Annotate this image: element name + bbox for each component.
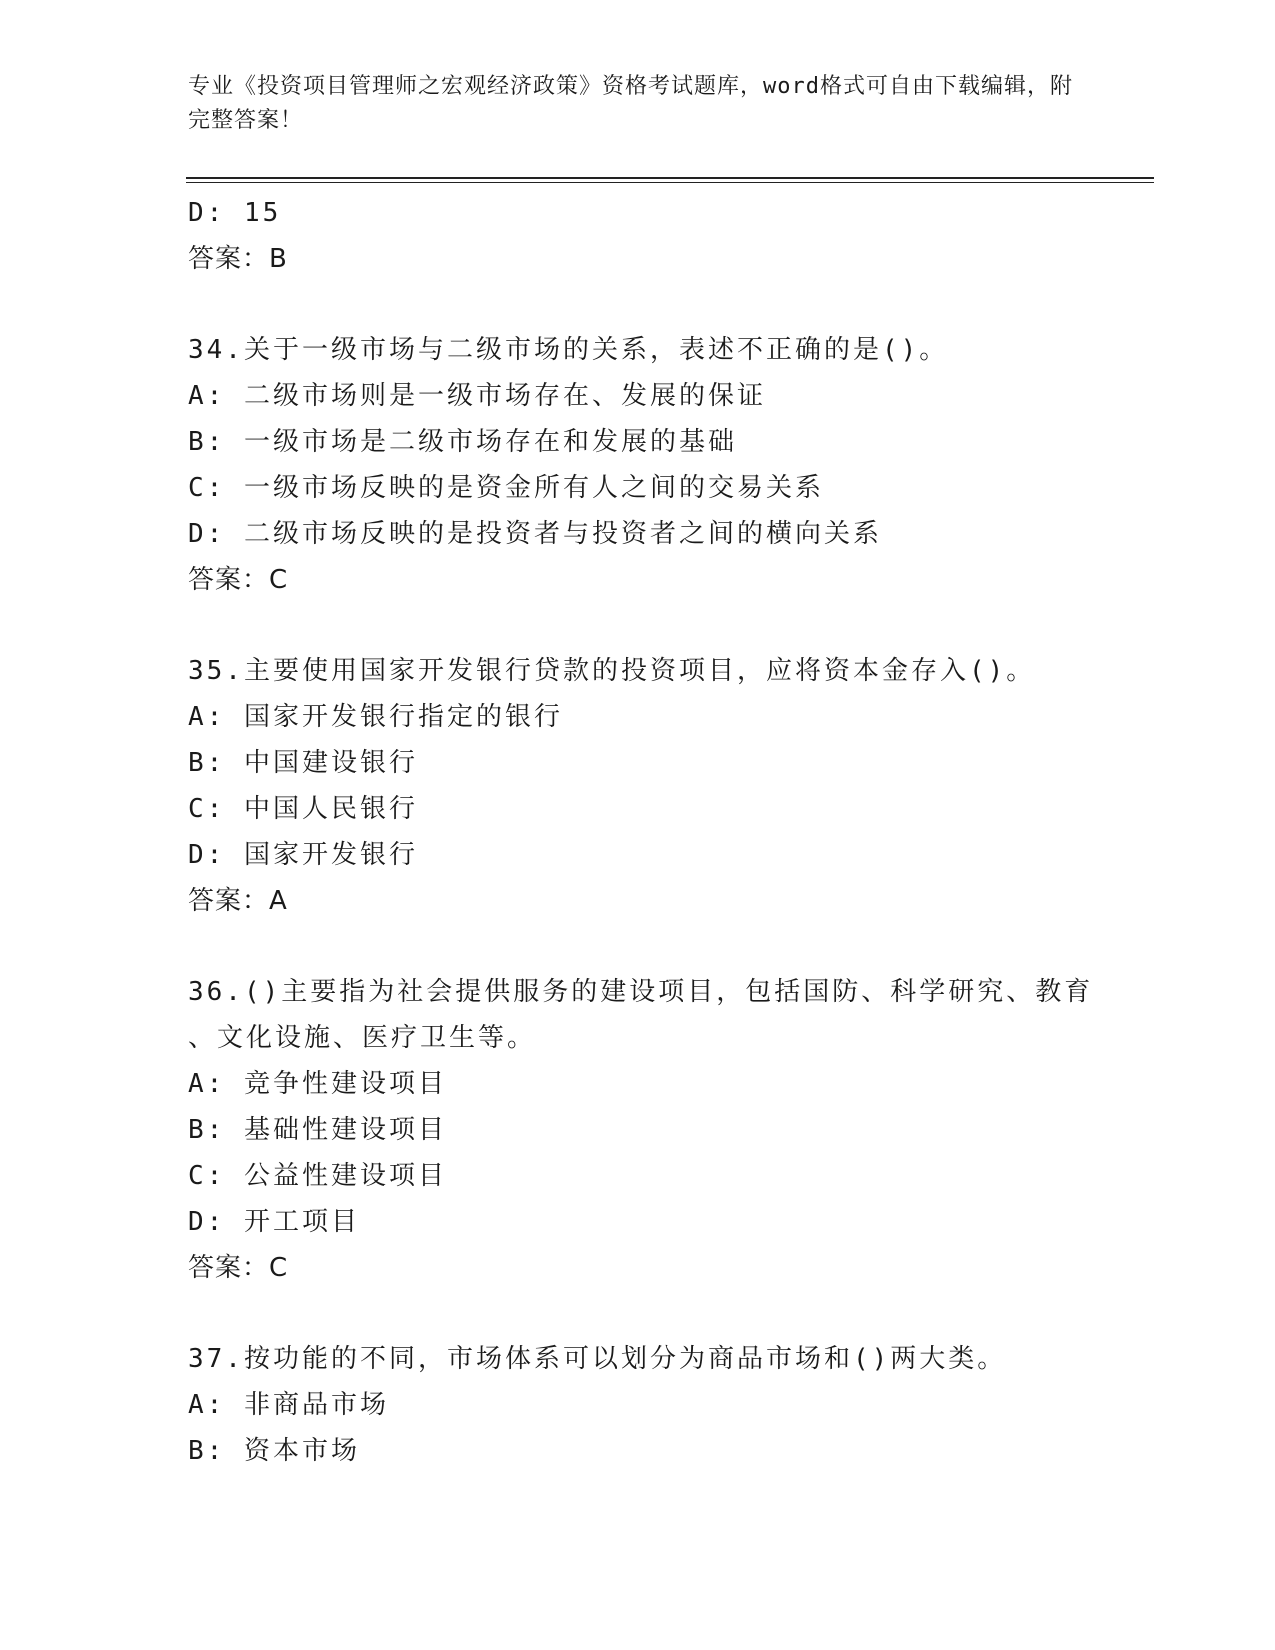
question-stem-line-2: 、文化设施、医疗卫生等。 [188, 1023, 537, 1053]
option-b: B: 资本市场 [188, 1436, 360, 1466]
option-b: B: 一级市场是二级市场存在和发展的基础 [188, 427, 737, 457]
question-stem: 34.关于一级市场与二级市场的关系，表述不正确的是()。 [188, 335, 949, 365]
option-d: D: 国家开发银行 [188, 840, 418, 870]
question-stem: 37.按功能的不同，市场体系可以划分为商品市场和()两大类。 [188, 1344, 1007, 1374]
option-a: A: 国家开发银行指定的银行 [188, 702, 563, 732]
question-stem-line-1: 36.()主要指为社会提供服务的建设项目，包括国防、科学研究、教育 [188, 977, 1094, 1007]
option-a: A: 非商品市场 [188, 1390, 389, 1420]
document-header: 专业《投资项目管理师之宏观经济政策》资格考试题库，word格式可自由下载编辑，附完整答案！ [188, 74, 1073, 133]
option-a: A: 二级市场则是一级市场存在、发展的保证 [188, 381, 766, 411]
answer: 答案：A [188, 886, 288, 916]
option-d: D: 开工项目 [188, 1207, 360, 1237]
question-35 [188, 648, 1148, 924]
option-d: D: 二级市场反映的是投资者与投资者之间的横向关系 [188, 519, 882, 549]
question-36 [188, 969, 1148, 1291]
answer: 答案：B [188, 244, 288, 274]
question-stem: 35.主要使用国家开发银行贷款的投资项目，应将资本金存入()。 [188, 656, 1036, 686]
option-a: A: 竞争性建设项目 [188, 1069, 447, 1099]
answer: 答案：C [188, 565, 289, 595]
question-34 [188, 327, 1148, 603]
header-divider [186, 177, 1154, 179]
question-37 [188, 1336, 1148, 1474]
question-list [188, 190, 1148, 1474]
header-divider-thin [186, 182, 1154, 183]
option-c: C: 中国人民银行 [188, 794, 418, 824]
answer: 答案：C [188, 1253, 289, 1283]
option-c: C: 一级市场反映的是资金所有人之间的交易关系 [188, 473, 824, 503]
option-b: B: 中国建设银行 [188, 748, 418, 778]
option-b: B: 基础性建设项目 [188, 1115, 447, 1145]
option-c: C: 公益性建设项目 [188, 1161, 447, 1191]
option-d: D: 15 [188, 198, 282, 228]
